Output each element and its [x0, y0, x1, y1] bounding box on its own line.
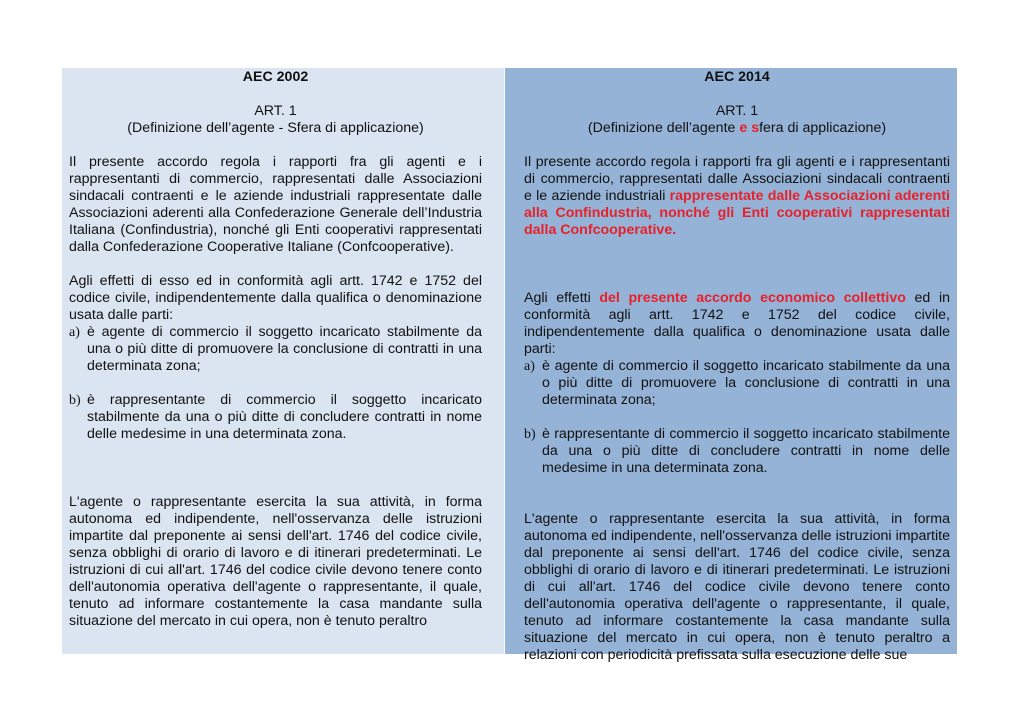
list-marker: b)	[524, 427, 536, 442]
subtitle-changed-text: e s	[739, 120, 760, 136]
list-marker: a)	[524, 359, 535, 374]
subtitle-part: fera di applicazione)	[759, 120, 887, 136]
list-item-text: è agente di commercio il soggetto incaricato stabilmente da una o più ditte di promuovere la conclusione di contratti in una determinata zona;	[542, 358, 950, 408]
article-title: ART. 1	[254, 103, 297, 119]
paragraph-text: Agli effetti	[524, 290, 600, 306]
list-item-b	[524, 426, 950, 477]
paragraph-1: Il presente accordo regola i rapporti fra gli agenti e i rappresentanti di commercio, rappresentati dalle Associazioni sindacali contraenti e le aziende industriali rappresentate dalle Associazioni aderenti alla Confederazione Generale dell’Industria Italiana (Confindustria), nonché gli Enti cooperativi rappresentati dalla Confederazione Cooperative Italiane (Confcooperative).	[69, 154, 482, 255]
list-marker: b)	[69, 393, 81, 408]
paragraph-3: L'agente o rappresentante esercita la sua attività, in forma autonoma ed indipendente, nell'osservanza delle istruzioni impartite dal preponente ai sensi dell'art. 1746 del codice civile, senza obblighi di orario di lavoro e di itinerari predeterminati. Le istruzioni di cui all'art. 1746 del codice civile devono tenere conto dell'autonomia operativa dell'agente o rappresentante, il quale, tenuto ad informare costantemente la casa mandante sulla situazione del mercato in cui opera, non è tenuto peraltro	[69, 494, 482, 629]
paragraph-3: L'agente o rappresentante esercita la sua attività, in forma autonoma ed indipendente, nell'osservanza delle istruzioni impartite dal preponente ai sensi dell'art. 1746 del codice civile, senza obblighi di orario di lavoro e di itinerari predeterminati. Le istruzioni di cui all'art. 1746 del codice civile devono tenere conto dell'autonomia operativa dell'agente o rappresentante, il quale, tenuto ad informare costantemente la casa mandante sulla situazione del mercato in cui opera, non è tenuto peraltro a relazioni con periodicità prefissata sulla esecuzione delle sue	[524, 511, 950, 663]
article-subtitle: (Definizione dell’agente - Sfera di applicazione)	[127, 120, 424, 136]
subtitle-part: (Definizione dell’agente	[587, 120, 740, 136]
list-item-text: è rappresentante di commercio il soggetto incaricato stabilmente da una o più ditte di concludere contratti in nome delle medesime in una determinata zona.	[542, 426, 950, 476]
paragraph-2	[524, 290, 950, 358]
changed-text: del presente accordo economico collettivo	[599, 290, 906, 306]
list-item-text: è rappresentante di commercio il soggetto incaricato stabilmente da una o più ditte di concludere contratti in nome delle medesime in una determinata zona.	[87, 392, 482, 442]
column-aec-2014	[505, 68, 957, 663]
list-marker: a)	[69, 325, 80, 340]
article-subtitle	[524, 120, 950, 137]
paragraph-text: ed in conformità agli artt. 1742 e 1752 del codice civile, indipendentemente dalla qualifica o denominazione usata dalle parti:	[524, 290, 950, 357]
column-header: AEC 2002	[242, 69, 309, 85]
paragraph-1	[524, 154, 950, 239]
changed-text: rappresentate dalle Associazioni aderenti alla Confindustria, nonché gli Enti cooperativi rappresentati dalla Confcooperative.	[524, 188, 950, 238]
column-aec-2002	[62, 68, 504, 654]
list-item-text: è agente di commercio il soggetto incaricato stabilmente da una o più ditte di promuovere la conclusione di contratti in una determinata zona;	[87, 324, 482, 374]
paragraph-2: Agli effetti di esso ed in conformità agli artt. 1742 e 1752 del codice civile, indipendentemente dalla qualifica o denominazione usata dalle parti:	[69, 273, 482, 323]
list-item-a	[524, 358, 950, 409]
article-title: ART. 1	[715, 103, 759, 119]
paragraph-text: Il presente accordo regola i rapporti fra gli agenti e i rappresentanti di commercio, rappresentati dalle Associazioni sindacali contraenti e le aziende industriali	[524, 154, 950, 204]
list-item-b	[69, 392, 482, 443]
column-header: AEC 2014	[704, 69, 770, 85]
list-item-a	[69, 324, 482, 375]
